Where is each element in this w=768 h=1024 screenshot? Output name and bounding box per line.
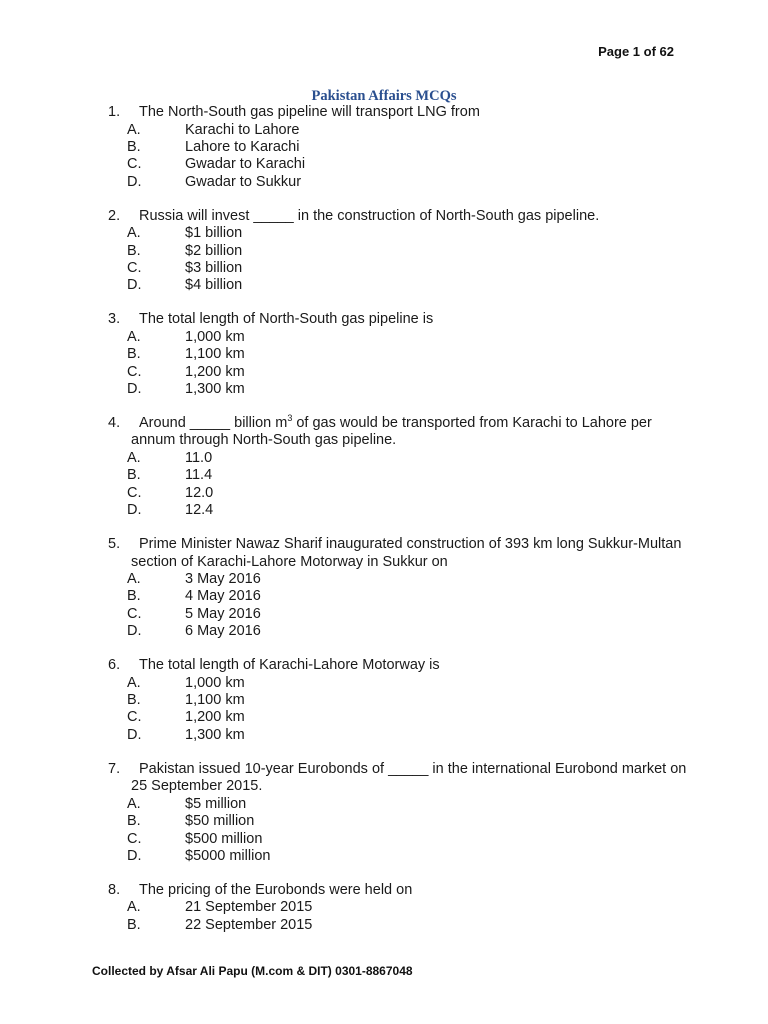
- option-letter: B.: [127, 467, 141, 484]
- option-letter: C.: [127, 259, 142, 276]
- option-text: Lahore to Karachi: [185, 138, 300, 155]
- question-2: [108, 208, 688, 295]
- option-c: [108, 156, 688, 173]
- option-c: [108, 260, 688, 277]
- option-a: [108, 122, 688, 139]
- option-text: $5000 million: [185, 847, 271, 864]
- option-letter: B.: [127, 916, 141, 933]
- option-a: [108, 675, 688, 692]
- option-letter: A.: [127, 899, 141, 916]
- question-6: [108, 657, 688, 744]
- option-b: [108, 917, 688, 934]
- option-text: 1,200 km: [185, 363, 245, 380]
- question-text: The total length of Karachi-Lahore Motorway is: [139, 657, 440, 674]
- option-b: [108, 588, 688, 605]
- document-title: Pakistan Affairs MCQs: [311, 88, 457, 104]
- option-text: 1,100 km: [185, 692, 245, 709]
- option-letter: B.: [127, 242, 141, 259]
- option-text: Gwadar to Karachi: [185, 156, 306, 173]
- option-letter: D.: [127, 726, 142, 743]
- question-8: [108, 882, 688, 934]
- option-b: [108, 813, 688, 830]
- question-text: The pricing of the Eurobonds were held on: [139, 881, 413, 898]
- question-stem: [108, 104, 688, 122]
- option-letter: B.: [127, 692, 141, 709]
- option-a: [108, 796, 688, 813]
- option-text: 11.0: [185, 449, 213, 466]
- option-text: 1,000 km: [185, 328, 245, 345]
- option-letter: C.: [127, 484, 142, 501]
- option-d: [108, 277, 688, 294]
- superscript-three: 3: [287, 413, 293, 424]
- option-text: 12.0: [185, 484, 214, 501]
- option-letter: D.: [127, 847, 142, 864]
- question-number: 6.: [108, 657, 121, 674]
- option-letter: D.: [127, 380, 142, 397]
- question-number: 8.: [108, 881, 121, 898]
- option-text: $2 billion: [185, 242, 243, 259]
- option-a: [108, 225, 688, 242]
- option-letter: C.: [127, 830, 142, 847]
- option-a: [108, 329, 688, 346]
- option-letter: A.: [127, 328, 141, 345]
- question-stem: [108, 415, 688, 450]
- option-text: 1,100 km: [185, 346, 245, 363]
- option-d: [108, 727, 688, 744]
- question-text-after: of gas would be transported from Karachi to Lahore per annum through North-South gas pipeline.: [131, 414, 652, 449]
- option-letter: D.: [127, 623, 142, 640]
- option-letter: D.: [127, 277, 142, 294]
- option-b: [108, 692, 688, 709]
- option-text: $5 million: [185, 795, 247, 812]
- option-letter: B.: [127, 346, 141, 363]
- option-c: [108, 709, 688, 726]
- question-number: 2.: [108, 207, 121, 224]
- option-letter: A.: [127, 674, 141, 691]
- option-b: [108, 243, 688, 260]
- option-d: [108, 502, 688, 519]
- option-letter: A.: [127, 121, 141, 138]
- option-text: $50 million: [185, 813, 255, 830]
- question-number: 7.: [108, 760, 121, 777]
- option-text: $3 billion: [185, 259, 243, 276]
- page-indicator: Page 1 of 62: [598, 44, 674, 59]
- option-text: 11.4: [185, 467, 213, 484]
- option-a: [108, 899, 688, 916]
- option-text: $1 billion: [185, 225, 243, 242]
- option-text: 5 May 2016: [185, 605, 261, 622]
- option-text: 1,300 km: [185, 726, 245, 743]
- question-3: [108, 311, 688, 398]
- option-b: [108, 467, 688, 484]
- question-number: 3.: [108, 311, 121, 328]
- option-text: 6 May 2016: [185, 623, 261, 640]
- option-c: [108, 606, 688, 623]
- option-text: 1,300 km: [185, 380, 245, 397]
- option-text: $4 billion: [185, 277, 243, 294]
- option-letter: C.: [127, 709, 142, 726]
- question-5: [108, 536, 688, 641]
- option-letter: A.: [127, 571, 141, 587]
- question-text: Prime Minister Nawaz Sharif inaugurated construction of 393 km long Sukkur-Multan section of Karachi-Lahore Motorway in Sukkur on: [131, 536, 682, 570]
- footer-credit: Collected by Afsar Ali Papu (M.com & DIT) 0301-8867048: [92, 964, 413, 978]
- question-stem: [108, 761, 688, 796]
- option-d: [108, 623, 688, 640]
- option-text: 1,000 km: [185, 674, 245, 691]
- option-text: 12.4: [185, 502, 214, 519]
- question-list: [108, 104, 688, 951]
- option-text: 3 May 2016: [185, 571, 261, 587]
- option-text: 21 September 2015: [185, 899, 313, 916]
- option-letter: A.: [127, 449, 141, 466]
- option-c: [108, 485, 688, 502]
- option-text: 22 September 2015: [185, 916, 313, 933]
- question-7: [108, 761, 688, 866]
- option-letter: B.: [127, 813, 141, 830]
- question-1: [108, 104, 688, 191]
- option-letter: B.: [127, 138, 141, 155]
- option-a: [108, 450, 688, 467]
- option-c: [108, 831, 688, 848]
- question-number: 1.: [108, 104, 121, 120]
- option-text: $500 million: [185, 830, 263, 847]
- question-4: [108, 415, 688, 520]
- question-text: Russia will invest _____ in the construction of North-South gas pipeline.: [139, 207, 600, 224]
- option-letter: D.: [127, 502, 142, 519]
- question-text: The North-South gas pipeline will transport LNG from: [139, 104, 480, 120]
- option-d: [108, 848, 688, 865]
- option-letter: C.: [127, 363, 142, 380]
- question-stem: [108, 311, 688, 329]
- question-text: Pakistan issued 10-year Eurobonds of _____ in the international Eurobond market on 25 September 2015.: [131, 760, 687, 795]
- option-letter: B.: [127, 588, 141, 605]
- option-text: 4 May 2016: [185, 588, 261, 605]
- option-c: [108, 364, 688, 381]
- option-b: [108, 346, 688, 363]
- option-text: Karachi to Lahore: [185, 121, 300, 138]
- option-text: 1,200 km: [185, 709, 245, 726]
- option-text: Gwadar to Sukkur: [185, 173, 302, 190]
- option-letter: A.: [127, 795, 141, 812]
- option-a: [108, 571, 688, 588]
- question-stem: [108, 536, 688, 571]
- question-number: 5.: [108, 536, 121, 552]
- question-stem: [108, 208, 688, 226]
- question-stem: [108, 657, 688, 675]
- option-letter: A.: [127, 225, 141, 242]
- option-letter: C.: [127, 605, 142, 622]
- question-number: 4.: [108, 414, 121, 431]
- option-letter: C.: [127, 156, 142, 173]
- option-letter: D.: [127, 173, 142, 190]
- question-text-before: Around _____ billion m: [139, 414, 288, 431]
- option-b: [108, 139, 688, 156]
- option-d: [108, 381, 688, 398]
- question-stem: [108, 882, 688, 900]
- question-text: The total length of North-South gas pipeline is: [139, 311, 434, 328]
- option-d: [108, 174, 688, 191]
